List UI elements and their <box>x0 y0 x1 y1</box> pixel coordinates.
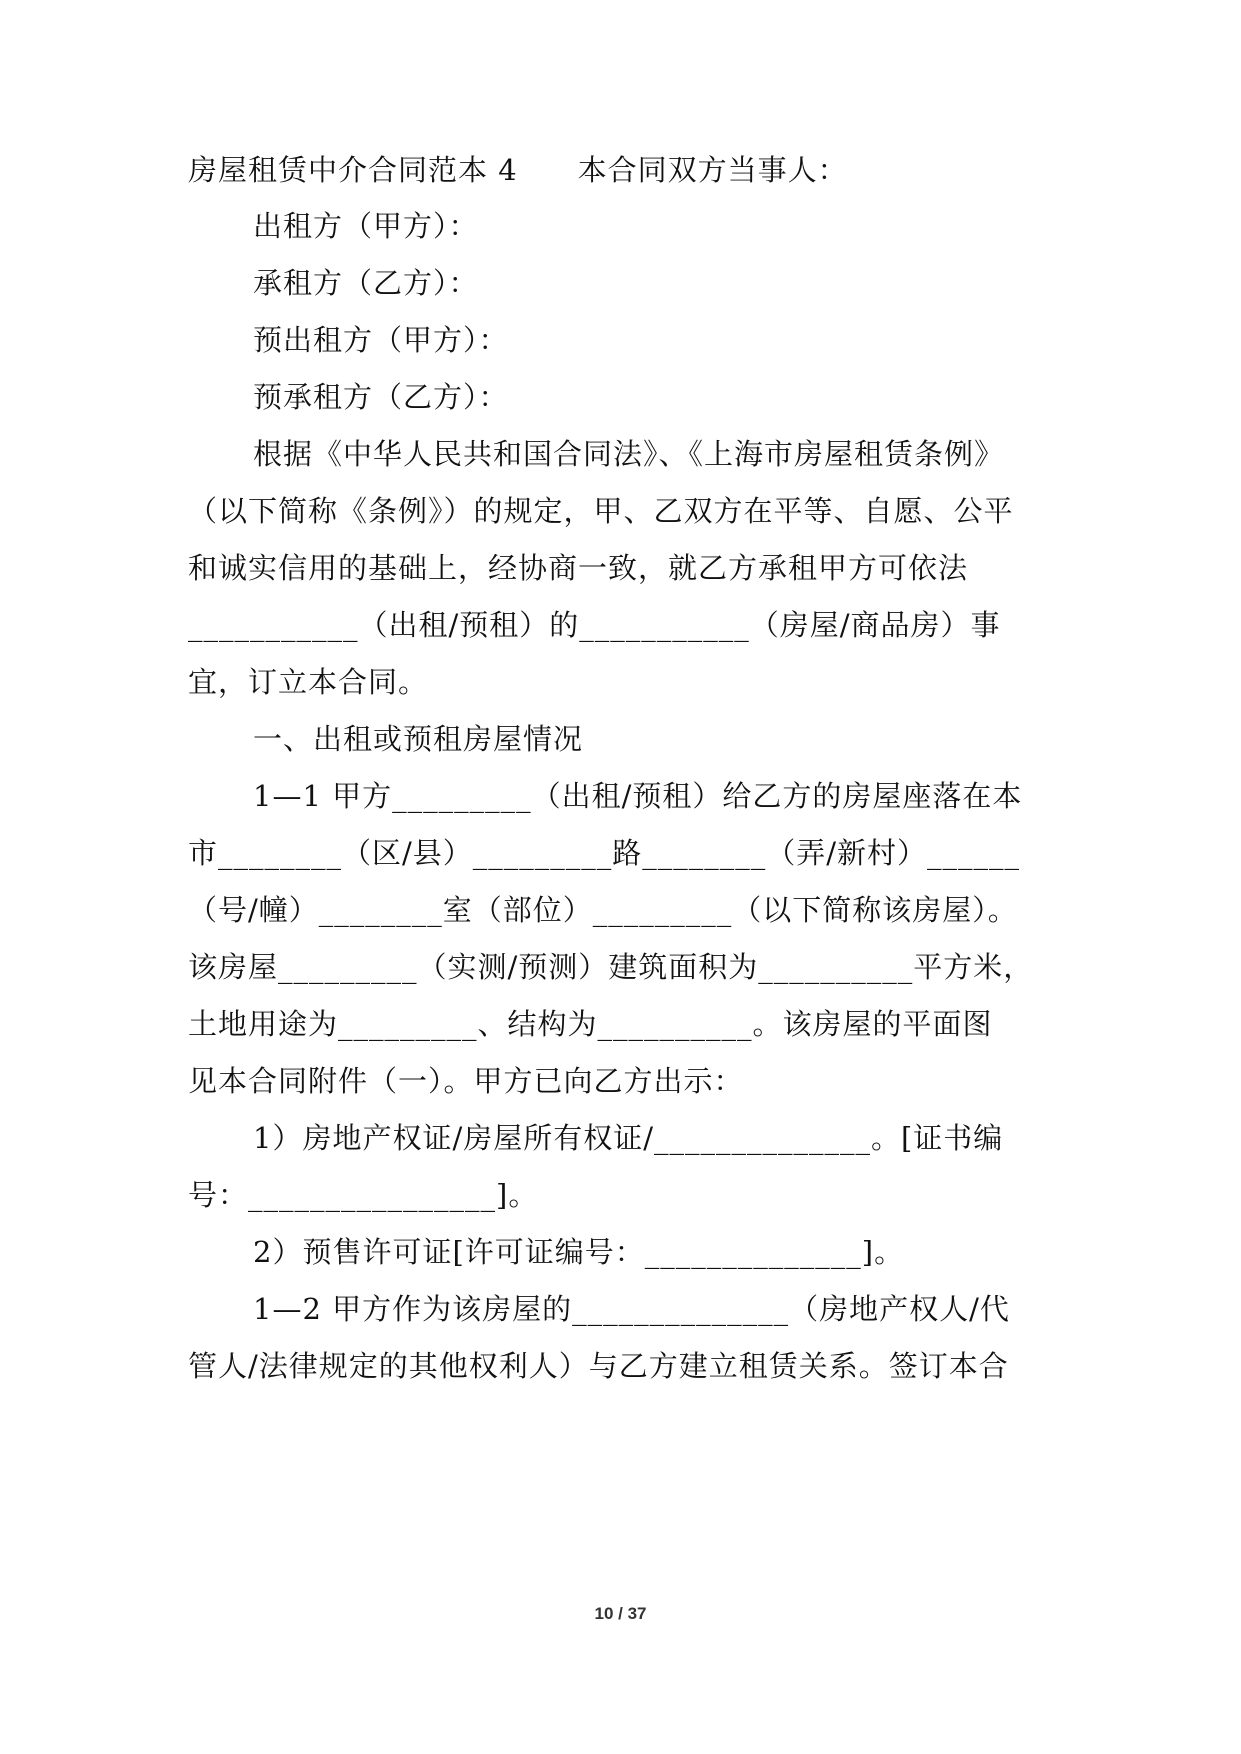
section-heading: 一、出租或预租房屋情况 <box>253 722 584 756</box>
clause-line: 管人/法律规定的其他权利人）与乙方建立租赁关系。签订本合 <box>188 1349 1009 1383</box>
clause-line: 土地用途为_________、结构为__________。该房屋的平面图 <box>188 1007 993 1041</box>
body-paragraph-line: 根据《中华人民共和国合同法》、《上海市房屋租赁条例》 <box>253 437 1005 471</box>
clause-line: 1—2 甲方作为该房屋的______________（房地产权人/代 <box>253 1292 1010 1326</box>
lessee-line: 承租方（乙方）： <box>253 266 479 300</box>
presale-permit-line: 2）预售许可证[许可证编号：______________]。 <box>253 1235 905 1269</box>
document-title-line: 房屋租赁中介合同范本 4 本合同双方当事人： <box>188 153 848 187</box>
lessor-line: 出租方（甲方）： <box>253 209 479 243</box>
body-paragraph-line: 宜，订立本合同。 <box>188 665 429 699</box>
body-paragraph-line: ___________（出租/预租）的___________（房屋/商品房）事 <box>188 608 1001 642</box>
clause-line: 市________（区/县）_________路________（弄/新村）______ <box>188 836 1021 870</box>
clause-line: 该房屋_________（实测/预测）建筑面积为__________平方米， <box>188 950 1034 984</box>
pre-lessee-line: 预承租方（乙方）： <box>253 380 509 414</box>
clause-line: 见本合同附件（一）。甲方已向乙方出示： <box>188 1064 744 1098</box>
certificate-line: 号：________________]。 <box>188 1178 539 1212</box>
certificate-line: 1）房地产权证/房屋所有权证/______________。[证书编 <box>253 1121 1004 1155</box>
clause-line: 1—1 甲方_________（出租/预租）给乙方的房屋座落在本 <box>253 779 1023 813</box>
clause-line: （号/幢）________室（部位）_________（以下简称该房屋）。 <box>188 893 1018 927</box>
pre-lessor-line: 预出租方（甲方）： <box>253 323 509 357</box>
body-paragraph-line: （以下简称《条例》）的规定，甲、乙双方在平等、自愿、公平 <box>188 494 1014 528</box>
page-number: 10 / 37 <box>594 1604 647 1623</box>
body-paragraph-line: 和诚实信用的基础上，经协商一致，就乙方承租甲方可依法 <box>188 551 969 585</box>
